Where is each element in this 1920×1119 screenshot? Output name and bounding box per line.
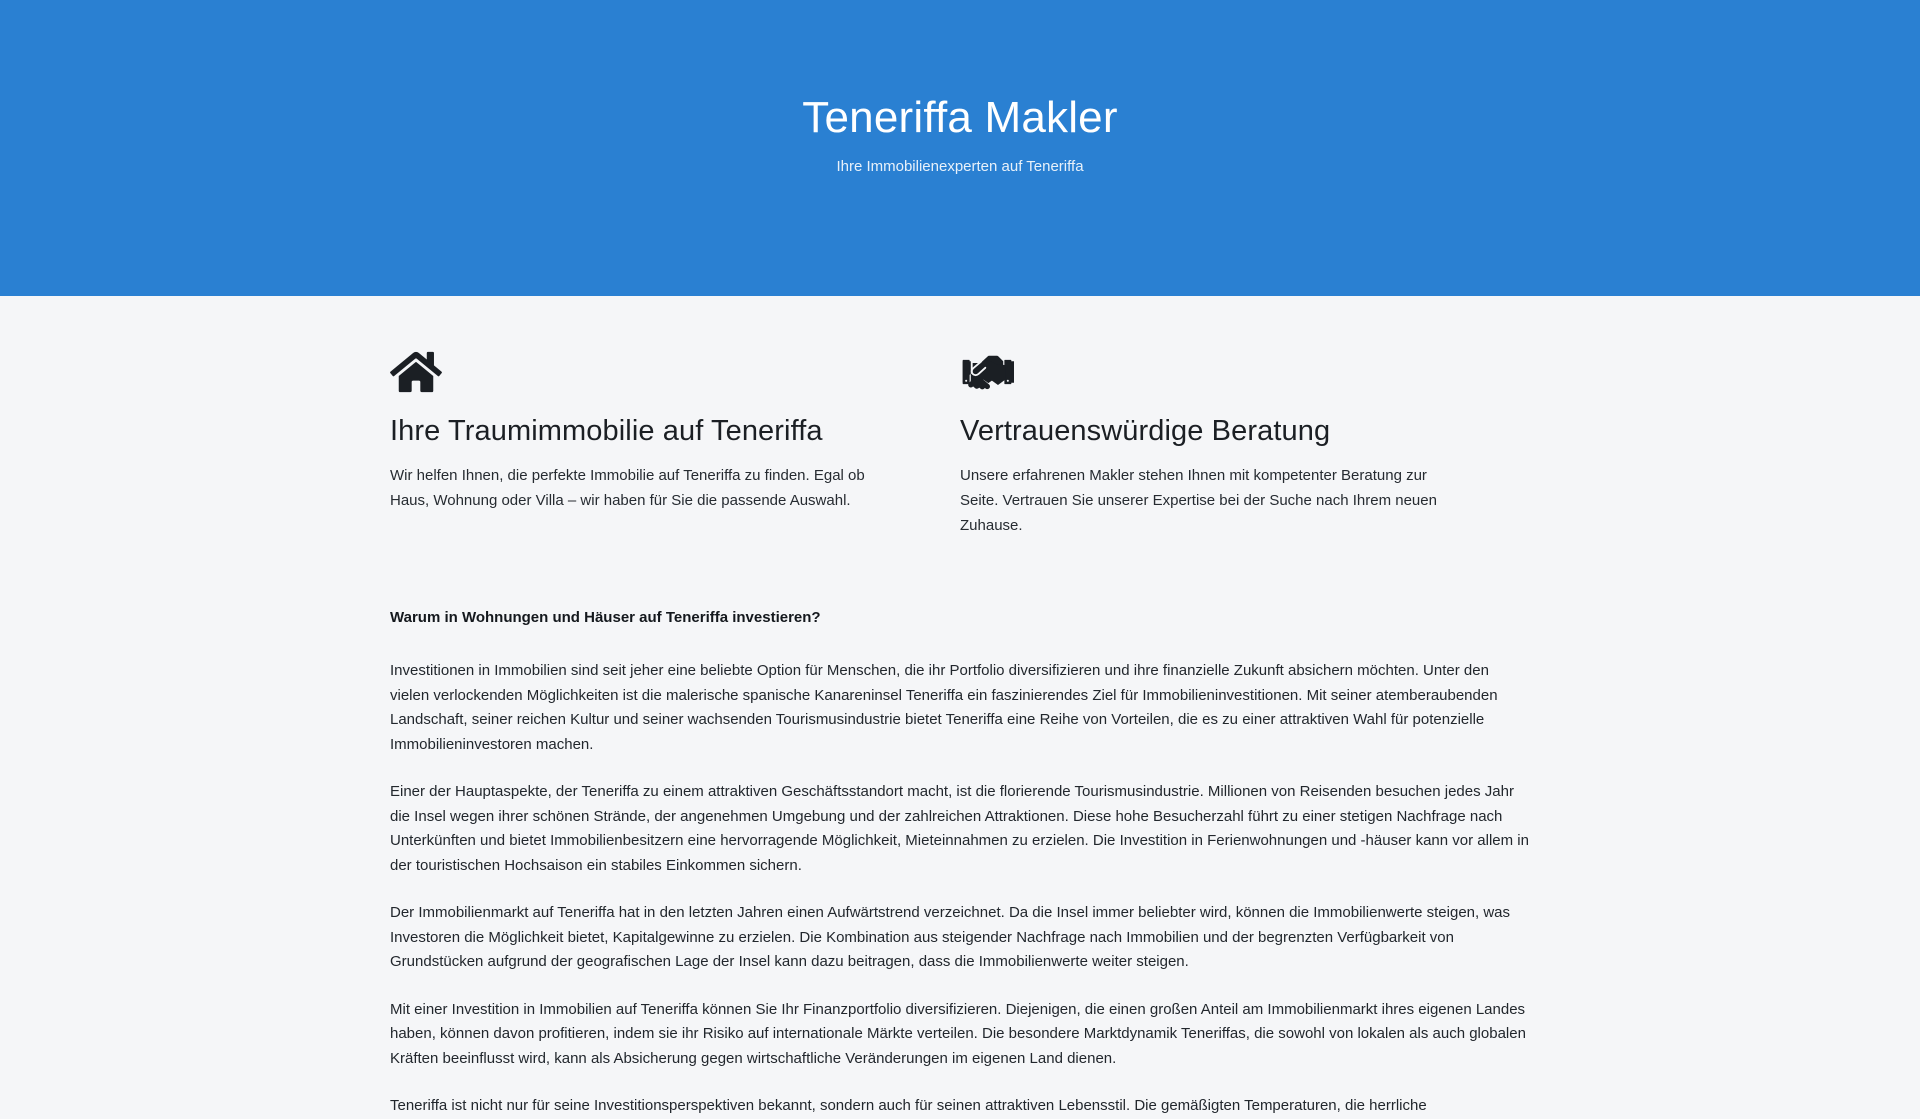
article-paragraph: Teneriffa ist nicht nur für seine Investitionsperspektiven bekannt, sondern auch für seinen attraktiven Lebensstil. Die gemäßigten Temperaturen, die herrliche [390,1097,1427,1114]
handshake-icon [960,349,1468,395]
feature-title: Ihre Traumimmobilie auf Teneriffa [390,415,823,447]
site-header [0,0,1920,296]
article-section [390,538,1530,1119]
feature-grid [390,349,1530,538]
feature-text: Unsere erfahrenen Makler stehen Ihnen mit kompetenter Beratung zur Seite. Vertrauen Sie unserer Expertise bei der Suche nach Ihrem neuen Zuhause. [960,467,1437,534]
page-subtitle: Ihre Immobilienexperten auf Teneriffa [836,158,1084,175]
article-paragraph: Der Immobilienmarkt auf Teneriffa hat in den letzten Jahren einen Aufwärtstrend verzeichnet. Da die Insel immer beliebter wird, können die Immobilienwerte steigen, was Investoren die Möglichkeit bietet, Kapitalgewinne zu erzielen. Die Kombination aus steigender Nachfrage nach Immobilien und der begrenzten Verfügbarkeit von Grundstücken aufgrund der geografischen Lage der Insel kann dazu beitragen, dass die Immobilienwerte weiter steigen. [390,904,1511,970]
article-heading: Warum in Wohnungen und Häuser auf Teneriffa investieren? [390,609,821,626]
feature-title: Vertrauenswürdige Beratung [960,415,1331,447]
feature-text: Wir helfen Ihnen, die perfekte Immobilie auf Teneriffa zu finden. Egal ob Haus, Wohnung oder Villa – wir haben für Sie die passende Auswahl. [390,467,865,509]
main-content [390,296,1530,1119]
home-icon [390,349,898,395]
article-paragraph: Mit einer Investition in Immobilien auf Teneriffa können Sie Ihr Finanzportfolio diversifizieren. Diejenigen, die einen großen Anteil am Immobilienmarkt ihres eigenen Landes haben, können davon profitieren, indem sie ihr Risiko auf internationale Märkte verteilen. Die besondere Marktdynamik Teneriffas, die sowohl von lokalen als auch globalen Kräften beeinflusst wird, kann als Absicherung gegen wirtschaftliche Veränderungen im eigenen Land dienen. [390,1000,1526,1067]
feature-card-dream-property [390,349,960,538]
page-title: Teneriffa Makler [802,93,1118,142]
article-paragraph: Einer der Hauptaspekte, der Teneriffa zu einem attraktiven Geschäftsstandort macht, ist die florierende Tourismusindustrie. Millionen von Reisenden besuchen jedes Jahr die Insel wegen ihrer schönen Strände, der angenehmen Umgebung und der zahlreichen Attraktionen. Diese hohe Besucherzahl führt zu einer stetigen Nachfrage nach Unterkünften und bietet Immobilienbesitzern eine hervorragende Möglichkeit, Mieteinnahmen zu erzielen. Die Investition in Ferienwohnungen und -häuser kann vor allem in der touristischen Hochsaison ein stabiles Einkommen sichern. [390,783,1529,874]
article-paragraph: Investitionen in Immobilien sind seit jeher eine beliebte Option für Menschen, die ihr Portfolio diversifizieren und ihre finanzielle Zukunft absichern möchten. Unter den vielen verlockenden Möglichkeiten ist die malerische spanische Kanareninsel Teneriffa ein faszinierendes Ziel für Immobilieninvestitionen. Mit seiner atemberaubenden Landschaft, seiner reichen Kultur und seiner wachsenden Tourismusindustrie bietet Teneriffa eine Reihe von Vorteilen, die es zu einer attraktiven Wahl für potenzielle Immobilieninvestoren machen. [390,662,1498,753]
feature-card-trusted-advice [960,349,1530,538]
